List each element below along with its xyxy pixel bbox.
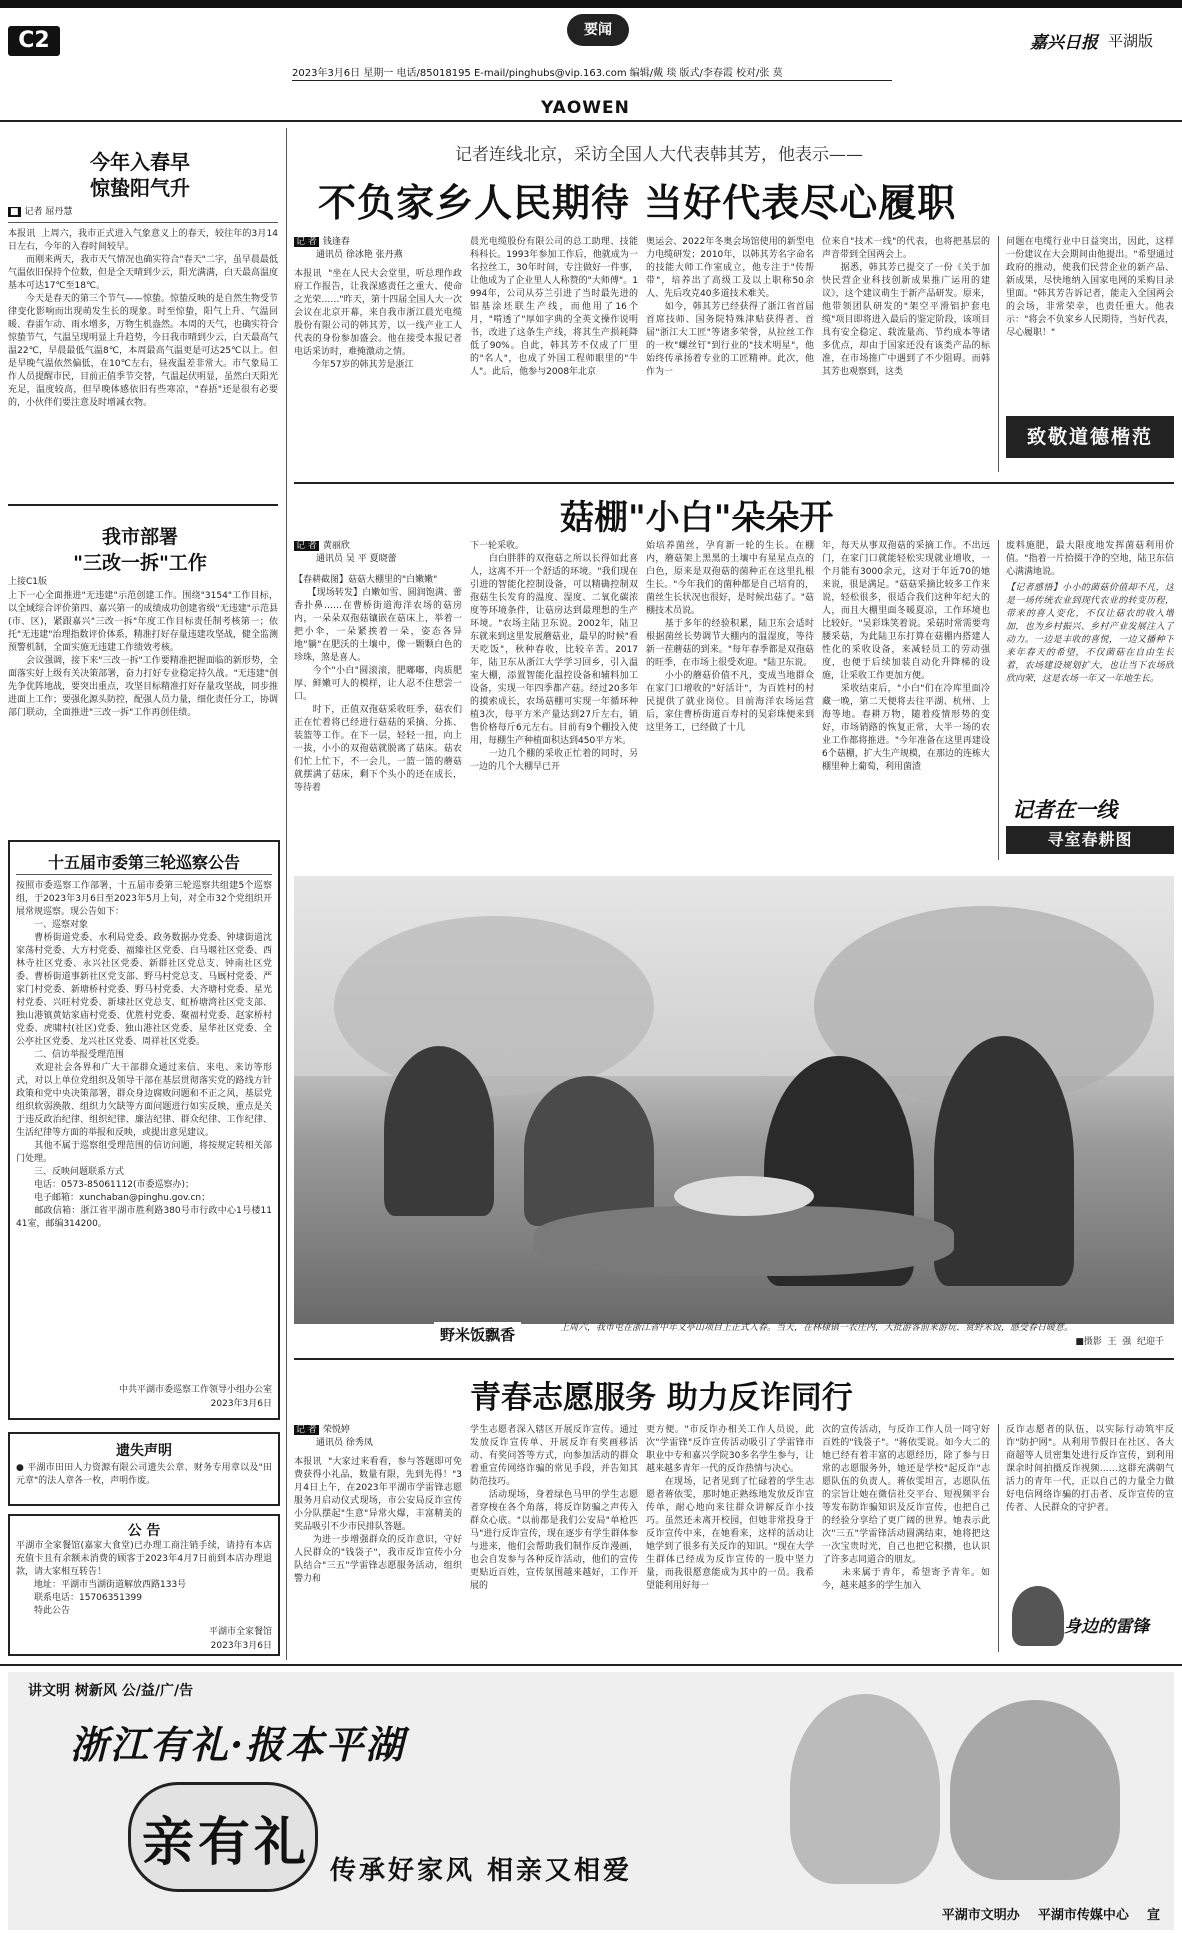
ad-cartoon-figure-left — [790, 1694, 940, 1884]
lead-byline: 记 者 钱逢春 通讯员 徐冰艳 张丹燕 — [296, 237, 403, 260]
xuncha-body: 按照市委巡察工作部署，十五届市委第三轮巡察共组建5个巡察组，于2023年3月6日至2023年5月上旬，对全市32个党组织开展常规巡察。现公告如下： 一、巡察对象 曹桥街道党委、水利局党委、政务数据办党委、钟埭街道沈家荡村党委、大方村党委、福臻社区党委、白马堰社区党委、西林寺社区党委、永兴社区党委、新群社区党总支、钟南社区党委、曹桥街道事新社区党支部、野马村党总支、马厩村党委、严家门村党委、新塘桥村党委、野马村党委、大齐塘村党委、星光村党委、兴旺村党委、新埭社区党总支、虹桥塘湾社区党支部、独山港镇黄姑家庙村党委、优胜村党委、聚福村党委、赵家桥村党委、虎啸村(社区)党委、独山港社区党委、星华社区党委、全公亭社区党委、龙兴社区党委、周祥社区党委。 二、信访举报受理范围 欢迎社会各界和广大干部群众通过来信、来电、来访等形式，对以上单位党组织及领导干部在基层贯彻落实党的路线方针政策和党中央决策部署，群众身边腐败问题和不正之风，基层党组织软弱涣散、组织力欠缺等方面问题进行如实反映，重点是关于违反政治纪律、组织纪律、廉洁纪律、群众纪律、工作纪律、生活纪律等方面的举报和反映，或提出意见建议。 其他不属于巡察组受理范围的信访问题，将按规定转相关部门处理。 三、反映问题联系方式 电话：0573-85061112(市委巡察办)； 电子邮箱：xunchaban@pinghu.gov.cn； 邮政信箱：浙江省平湖市胜利路380号市行政中心1号楼1141室，邮编314200。 — [16, 881, 272, 1229]
lead-col-4: 位来自"技术一线"的代表，也将把基层的声音带到全国两会上。 据悉，韩其芳已提交了一份《关于加快民营企业科技创新成果推广运用的建议》，这个建议萌生于新产品研发。原来，他带领团队研发的"架空平滑铝护套电缆"项目即将进入最后的鉴定阶段，该项目具有安全稳定、载流量高、节约成本等诸多优点，却由于国家还没有该类产品的标准，在市场推广中遇到了不少阻碍。而韩其芳也观察到，这类 — [822, 237, 990, 377]
spring-title-1: 今年入春早 — [90, 150, 190, 174]
photo-caption: 上周六，我市屯在浙江省中年义亭山项目上正式入春。当天，在林棣镇一农庄内，大批游客前来游玩、赏野米饭，感受春日暖意。 — [560, 1323, 1074, 1333]
mushroom-badge-bottom: 寻室春耕图 — [1006, 826, 1174, 854]
ad-strip: 讲文明 树新风 公/益/广/告 — [28, 1683, 194, 1699]
dateline: 2023年3月6日 星期一 电话/85018195 E-mail/pinghubs@vip.163.com 编辑/戴 琰 版式/李春霞 校对/张 莫 — [292, 68, 783, 79]
mushroom-col-3: 始培养菌丝，孕育新一轮的生长。在棚内，蘑菇架上黑黑的土壤中有星星点点的白色，原来是双孢菇的菌种正在这里扎根生长。"今年我们的菌种都是自己培育的，菌丝生长状况也很好，是时候出菇了。"菇棚技术员说。 基于多年的经验积累，陆卫东会适时根据菌丝长势调节大棚内的温湿度，等待新一茬蘑菇的到来。"每年春季都是双孢菇的旺季，在市场上很受欢迎。"陆卫东说。 小小的蘑菇价值不凡，变成当地群众在家门口增收的"好活计"，为百姓村的村民提供了就业岗位。目前海洋农场运营后，家住曹桥街道百寿村的吴彩珠便来到这里务工，已经做了十几 — [646, 541, 814, 733]
lead-kicker: 记者连线北京，采访全国人大代表韩其芳，他表示—— — [455, 145, 863, 165]
lead-headline: 不负家乡人民期待 当好代表尽心履职 — [318, 180, 957, 225]
lead-col-5: 问题在电缆行业中日益突出，因此，这样一份建议在大会期间由他提出。"希望通过政府的推动，使我们民营企业的新产品、新成果，尽快地纳入国家电网的采购目录里面。"韩其芳告诉记者，能走入全国两会的会场，非常荣幸，也责任重大。他表示："将会不负家乡人民期待，当好代表，尽心履职！" — [1006, 237, 1174, 338]
lead-col-3: 奥运会、2022年冬奥会场馆使用的新型电力电缆研发；2010年，以韩其芳名字命名的技能大师工作室成立，他专注于"传帮带"，培养出了高级工及以上职称50余人、先后攻克40多道技术难关。 如今，韩其芳已经获得了浙江省首届首席技师、国务院特殊津贴获得者、首届"浙江大工匠"等诸多荣誉，从拉丝工作的一枚"螺丝钉"到行业的"技术明星"，他始终传承扬着专业的工匠精神。此次，他作为一 — [646, 237, 814, 377]
mushroom-headline: 菇棚"小白"朵朵开 — [560, 498, 834, 538]
youth-col-1: 本报讯 "大家过来看看，参与答题即可免费获得小礼品，数量有限，先到先得！"3月4日上午，在2023年平湖市学雷锋志愿服务月启动仪式现场，市公安局反诈宣传小分队摆起"生意"异常火爆，丰富精美的奖品吸引不少市民排队答题。 为进一步增强群众的反诈意识，守好人民群众的"钱袋子"，我市反诈宣传小分队结合"三五"学雷锋志愿服务活动，组织警力和 — [294, 1457, 462, 1584]
photo-caption-title: 野米饭飘香 — [434, 1322, 521, 1347]
mushroom-col-5: 废料施肥，最大限度地发挥菌菇利用价值。"指着一片拾掇干净的空地，陆卫东信心满满地说。 — [1006, 541, 1174, 577]
xuncha-footer-date: 2023年3月6日 — [210, 1399, 272, 1409]
ad-slogan: 传承好家风 相亲又相爱 — [330, 1856, 633, 1886]
youth-col-2: 学生志愿者深入辖区开展反诈宣传。通过发放反诈宣传单、开展反诈有奖画移活动、有奖问答等方式，向参加活动的群众着重宣传网络诈骗的常见手段，并告知其防范技巧。 活动现场，身着绿色马甲的学生志愿者穿梭在各个角落，将反诈防骗之声传入群众心底。"以前都是我们公安局"单枪匹马"进行反诈宣传，现在逐步有学生群体参与进来，他们会帮助我们制作反诈漫画，也会自发参与各种反诈活动，他们的宣传更贴近百姓，宣传氛围越来越好，工作开展的 — [470, 1425, 638, 1591]
mushroom-col-1: 【春耕截图】菇菇大棚里的"白嫩嫩" 【现场转发】白嫩如雪、圆润饱满、蕾香扑鼻……在曹桥街道海洋农场的菇房内，一朵朵双孢菇镶嵌在菇床上，举着一把小伞，一朵紧挨着一朵，姿态各异地"躺"在肥沃的土壤中，像一颗颗白色的珍珠，煞是喜人。 今个"小白"圆滚滚，肥嘟嘟，肉质肥厚、鲜嫩可人的模样，让人忍不住想尝一口。 时下，正值双孢菇采收旺季，菇农们正在忙着将已经进行菇菇的采摘、分拣、装篮等工作。在下一层，轻轻一扭，向上一拔，小小的双孢菇就脱离了菇床。菇农们忙上忙下，不一会儿，一篮一篮的蘑菇就摆满了菇床，剩下个头小的还在成长，等待着 — [294, 575, 462, 793]
mushroom-col-2: 下一轮采收。 白白胖胖的双孢菇之所以长得如此喜人，这离不开一个舒适的环境。"我们现在引进的智能化控制设备，可以精确控制双孢菇生长发育的温度、湿度、二氧化碳浓度等环境条件，让菇房达到最理想的生产环境。"农场主陆卫东说。2002年，陆卫东就来到这里发展蘑菇业，最早的时候"看天吃饭"，秋种春收，比较辛苦。2017年，陆卫东从浙江大学学习回乡，引入温室大棚，添置智能化温控设备和辅料加工设备，实现一年四季都产菇。经过20多年的摸索成长，农场菇棚可实现一年循环种植3次，每平方米产量达到27斤左右，销售价格每斤6元左右。目前有9个棚投入使用，每棚生产种植面积达到450平方米。 一边几个棚的采收正忙着的同时，另一边的几个大棚早已开 — [470, 541, 638, 772]
lead-col-2: 晨光电缆股份有限公司的总工助理、技能科科长。1993年参加工作后，他就成为一名拉丝工，30年时间，专注做好一件事，让他成为了企业里人人称赞的"大师傅"。1994年，公司从芬兰引进了当时最先进的铝基涂坯联生产线，而他用了16个月，"啃透了"厚如字典的全英文操作说明书，改进了这条生产线，将其生产损耗降低了90%。自此，韩其芳不仅成了厂里的"名人"，也成了外国工程师眼里的"牛人"。此后，他参与2008年北京 — [470, 237, 638, 377]
youth-col-5: 反诈志愿者的队伍，以实际行动筑牢反诈"防护网"。从利用节假日在社区、各大商超等人员密集处进行反诈宣传，到利用课余时间拍摄反诈视频……这群充满朝气活力的青年一代，正以自己的力量全力做好电信网络诈骗的打击者、反诈宣传的宣传者、人民群众的守护者。 — [1006, 1425, 1174, 1513]
lead-badge: 致敬道德楷范 — [1006, 416, 1174, 458]
lead-col-1: 本报讯 "坐在人民大会堂里，听总理作政府工作报告，让我深感责任之重大、使命之光荣……"昨天，第十四届全国人大一次会议在北京开幕，来自我市浙江晨光电缆股份有限公司的韩其芳，以一线产业工人代表的身份参加盛会。他在接受本报记者电话采访时，难掩激动之情。 今年57岁的韩其芳是浙江 — [294, 269, 462, 370]
youth-byline: 记 者 荣悦婷 通讯员 徐秀凤 — [296, 1425, 373, 1448]
youth-col-4: 次的宣传活动，与反诈工作人员一同守好百姓的"钱袋子"。"蒋依雯说。如今大二的她已经有着丰富的志愿经历，除了参与日常的志愿服务外，她还是学校"起反诈"志愿队伍的负责人。蒋依雯坦言，志愿队伍的宗旨让她在微信社交平台、短视频平台等发布防诈骗知识及反诈宣传，也把自己的经验分享给了更广阔的世界。她表示此次"三五"学雷锋活动圆满结束，她将把这一次宝贵时光，自己也把它积攒，也认识了许多志同道合的朋友。 未来属于青年，希望寄予青年。如今，越来越多的学生加入 — [822, 1425, 990, 1591]
edition-label: 平湖版 — [1108, 32, 1154, 50]
photo-credit: ■摄影 王 强 纪迎千 — [1075, 1337, 1164, 1347]
newspaper-brand: 嘉兴日报 — [1030, 33, 1098, 53]
sangai-body: 上下一心全面推进"无违建"示范创建工作。围绕"3154"工作目标，以全域综合评价第四、嘉兴第一的成绩成功创建省级"无违建"示范县(市、区)，紧跟嘉兴"三改一拆"年度工作目标责任制考核第一；依托"无违建"治理指数评价体系，精准打好存量违建攻坚战，健全监测预警机制，全面实施无违建工作绩效考核。 会议强调，接下来"三改一拆"工作要精准把握面临的新形势，全面落实好上级有关决策部署，奋力打好专业稳定持久战。"无违建"创先争优阵地战，要突出重点，攻坚目标精准打好存量攻坚战，同步推进面上工作；要强化源头防控，配强人员力量，细化责任分工，协调部门联动，全面推进"三改一拆"工作再创佳绩。 — [8, 591, 278, 718]
mushroom-badge-top: 记者在一线 — [1012, 797, 1117, 822]
page-number: C2 — [8, 26, 60, 56]
gonggao-body: 平湖市全家餐馆(嘉家大食堂)已办理工商注销手续，请持有本店充值卡且有余额未消费的顾客于2023年4月7日前到本店办理退款，请大家相互转告！ 地址：平湖市当湖街道解放西路133号 联系电话：15706351399 特此公告 — [16, 1541, 272, 1616]
gonggao-footer-date: 2023年3月6日 — [210, 1641, 272, 1651]
mushroom-byline: 记 者 黄丽欣 通讯员 吴 平 夏晓蕾 — [296, 541, 397, 564]
ad-title: 浙江有礼·报本平湖 — [70, 1722, 406, 1767]
sangai-title-2: "三改一拆"工作 — [73, 552, 207, 574]
youth-col-3: 更方便。"市反诈办相关工作人员说，此次"学雷锋"反诈宣传活动吸引了学雷锋市职业中专和嘉兴学院30多名学生参与，让越来越多青年一代的反诈热情与决心。 在现场，记者见到了忙碌着的学生志愿者蒋依雯，那时她正熟练地发放反诈宣传单，耐心地向来往群众讲解反诈小技巧。虽然还未离开校园，但她非常投身于反诈宣传中来，在她看来，这样的活动让她学到了很多有关反诈的知识。"现在大学生群体已经成为反诈宣传的一股中坚力量，而我很愿意能成为其中的一员。我希望能利用好每一 — [646, 1425, 814, 1591]
xuncha-title: 十五届市委第三轮巡察公告 — [47, 853, 240, 872]
spring-title-2: 惊蛰阳气升 — [90, 176, 190, 200]
gonggao-title: 公 告 — [127, 1523, 161, 1539]
photo-wild-rice — [294, 876, 1174, 1324]
ad-sponsors: 平湖市文明办 平湖市传媒中心 宣 — [941, 1908, 1160, 1923]
sangai-title-1: 我市部署 — [101, 526, 178, 548]
section-english: YAOWEN — [541, 98, 630, 118]
ad-big-text: 亲有礼 — [141, 1812, 310, 1873]
mushroom-col-4: 年，每天从事双孢菇的采摘工作。不出远门，在家门口就能轻松实现就业增收，一个月能有3000余元，这对于年近70的她来说，很是满足。"菇菇采摘比较多工作来说，轻松很多，很适合我们这种年纪大的人，而且大棚里面冬暖夏凉，工作环境也比较好。"吴彩珠笑着说。采菇时常需要弯腰采菇，为此陆卫东打算在菇棚内搭建人性化的采收设备，来减轻员工的劳动强度，也便于后续加装自动化升降梯的设施，让采收工作更加方便。 采收结束后，"小白"们在冷库里面冷藏一晚，第二天便将去往平湖、杭州、上海等地。春耕万物，随着疫情形势的变好，市场销路的恢复正常，大半一场的农业工作都将推进。"今年准备在这里再建设6个菇棚，扩大生产规模，在那边的连栋大棚里种上葡萄，利用菌渣 — [822, 541, 990, 772]
ad-cartoon-figure-right — [950, 1700, 1120, 1880]
leifeng-portrait-icon — [1012, 1586, 1064, 1646]
sangai-lead: 上接C1版 — [8, 577, 48, 587]
youth-badge: 身边的雷锋 — [1064, 1617, 1149, 1637]
lost-notice-title: 遗失声明 — [116, 1443, 172, 1459]
spring-byline: ■ 记者 屈丹慧 — [10, 207, 73, 217]
gonggao-footer-org: 平湖市全家餐馆 — [208, 1627, 272, 1637]
xuncha-footer-org: 中共平湖市委巡察工作领导小组办公室 — [118, 1385, 272, 1395]
spring-body: 本报讯 上周六，我市正式进入气象意义上的春天，较往年的3月14日左右，今年的入春时间较早。 而刚来两天，我市天气情况也确实符合"春天"二字，虽早晨最低气温依旧保持个位数，但是全天晴到少云，阳光满满，白天最高温度基本可达17℃至18℃。 今天是春天的第三个节气——惊蛰。惊蛰反映的是自然生物受节律变化影响而出现萌发生长的现象。时至惊蛰，阳气上升、气温回暖、春雷乍动、雨水增多，万物生机盎然。本周的天气，也确实符合惊蛰节气，气温呈现明显上升趋势，今日我市晴到少云，白天最高气温22℃，早晨最低气温8℃，本周最高气温更是可达25℃以上。但是早晚气温依然偏低，在10℃左右，昼夜温差非常大。市气象局工作人员提醒市民，目前正值季节交替，气温起伏明显，虽然白天阳光充足，温度较高，但早晚体感依旧有些寒凉，"春捂"还是很有必要的，小伙伴们要注意及时增减衣物。 — [8, 229, 278, 408]
mushroom-reflection: 【记者感悟】小小的菌菇价值却不凡，这是一场传统农业到现代农业的转变历程，带来的喜人变化，不仅让菇农的收入增加，也为乡村振兴、乡村产业发展注入了动力。一边是丰收的喜悦，一边又播种下来年春天的希望，不仅菌菇在自由生长着，农场建设规划扩大，也让当下农场欣欣向荣，这是农场一年又一年地生长。 — [1006, 583, 1174, 684]
lost-notice-body: ● 平湖市田田人力资源有限公司遗失公章、财务专用章以及"田元章"的法人章各一枚，声明作废。 — [16, 1463, 272, 1486]
youth-headline: 青春志愿服务 助力反诈同行 — [470, 1380, 853, 1416]
section-seal: 要闻 — [567, 14, 629, 46]
